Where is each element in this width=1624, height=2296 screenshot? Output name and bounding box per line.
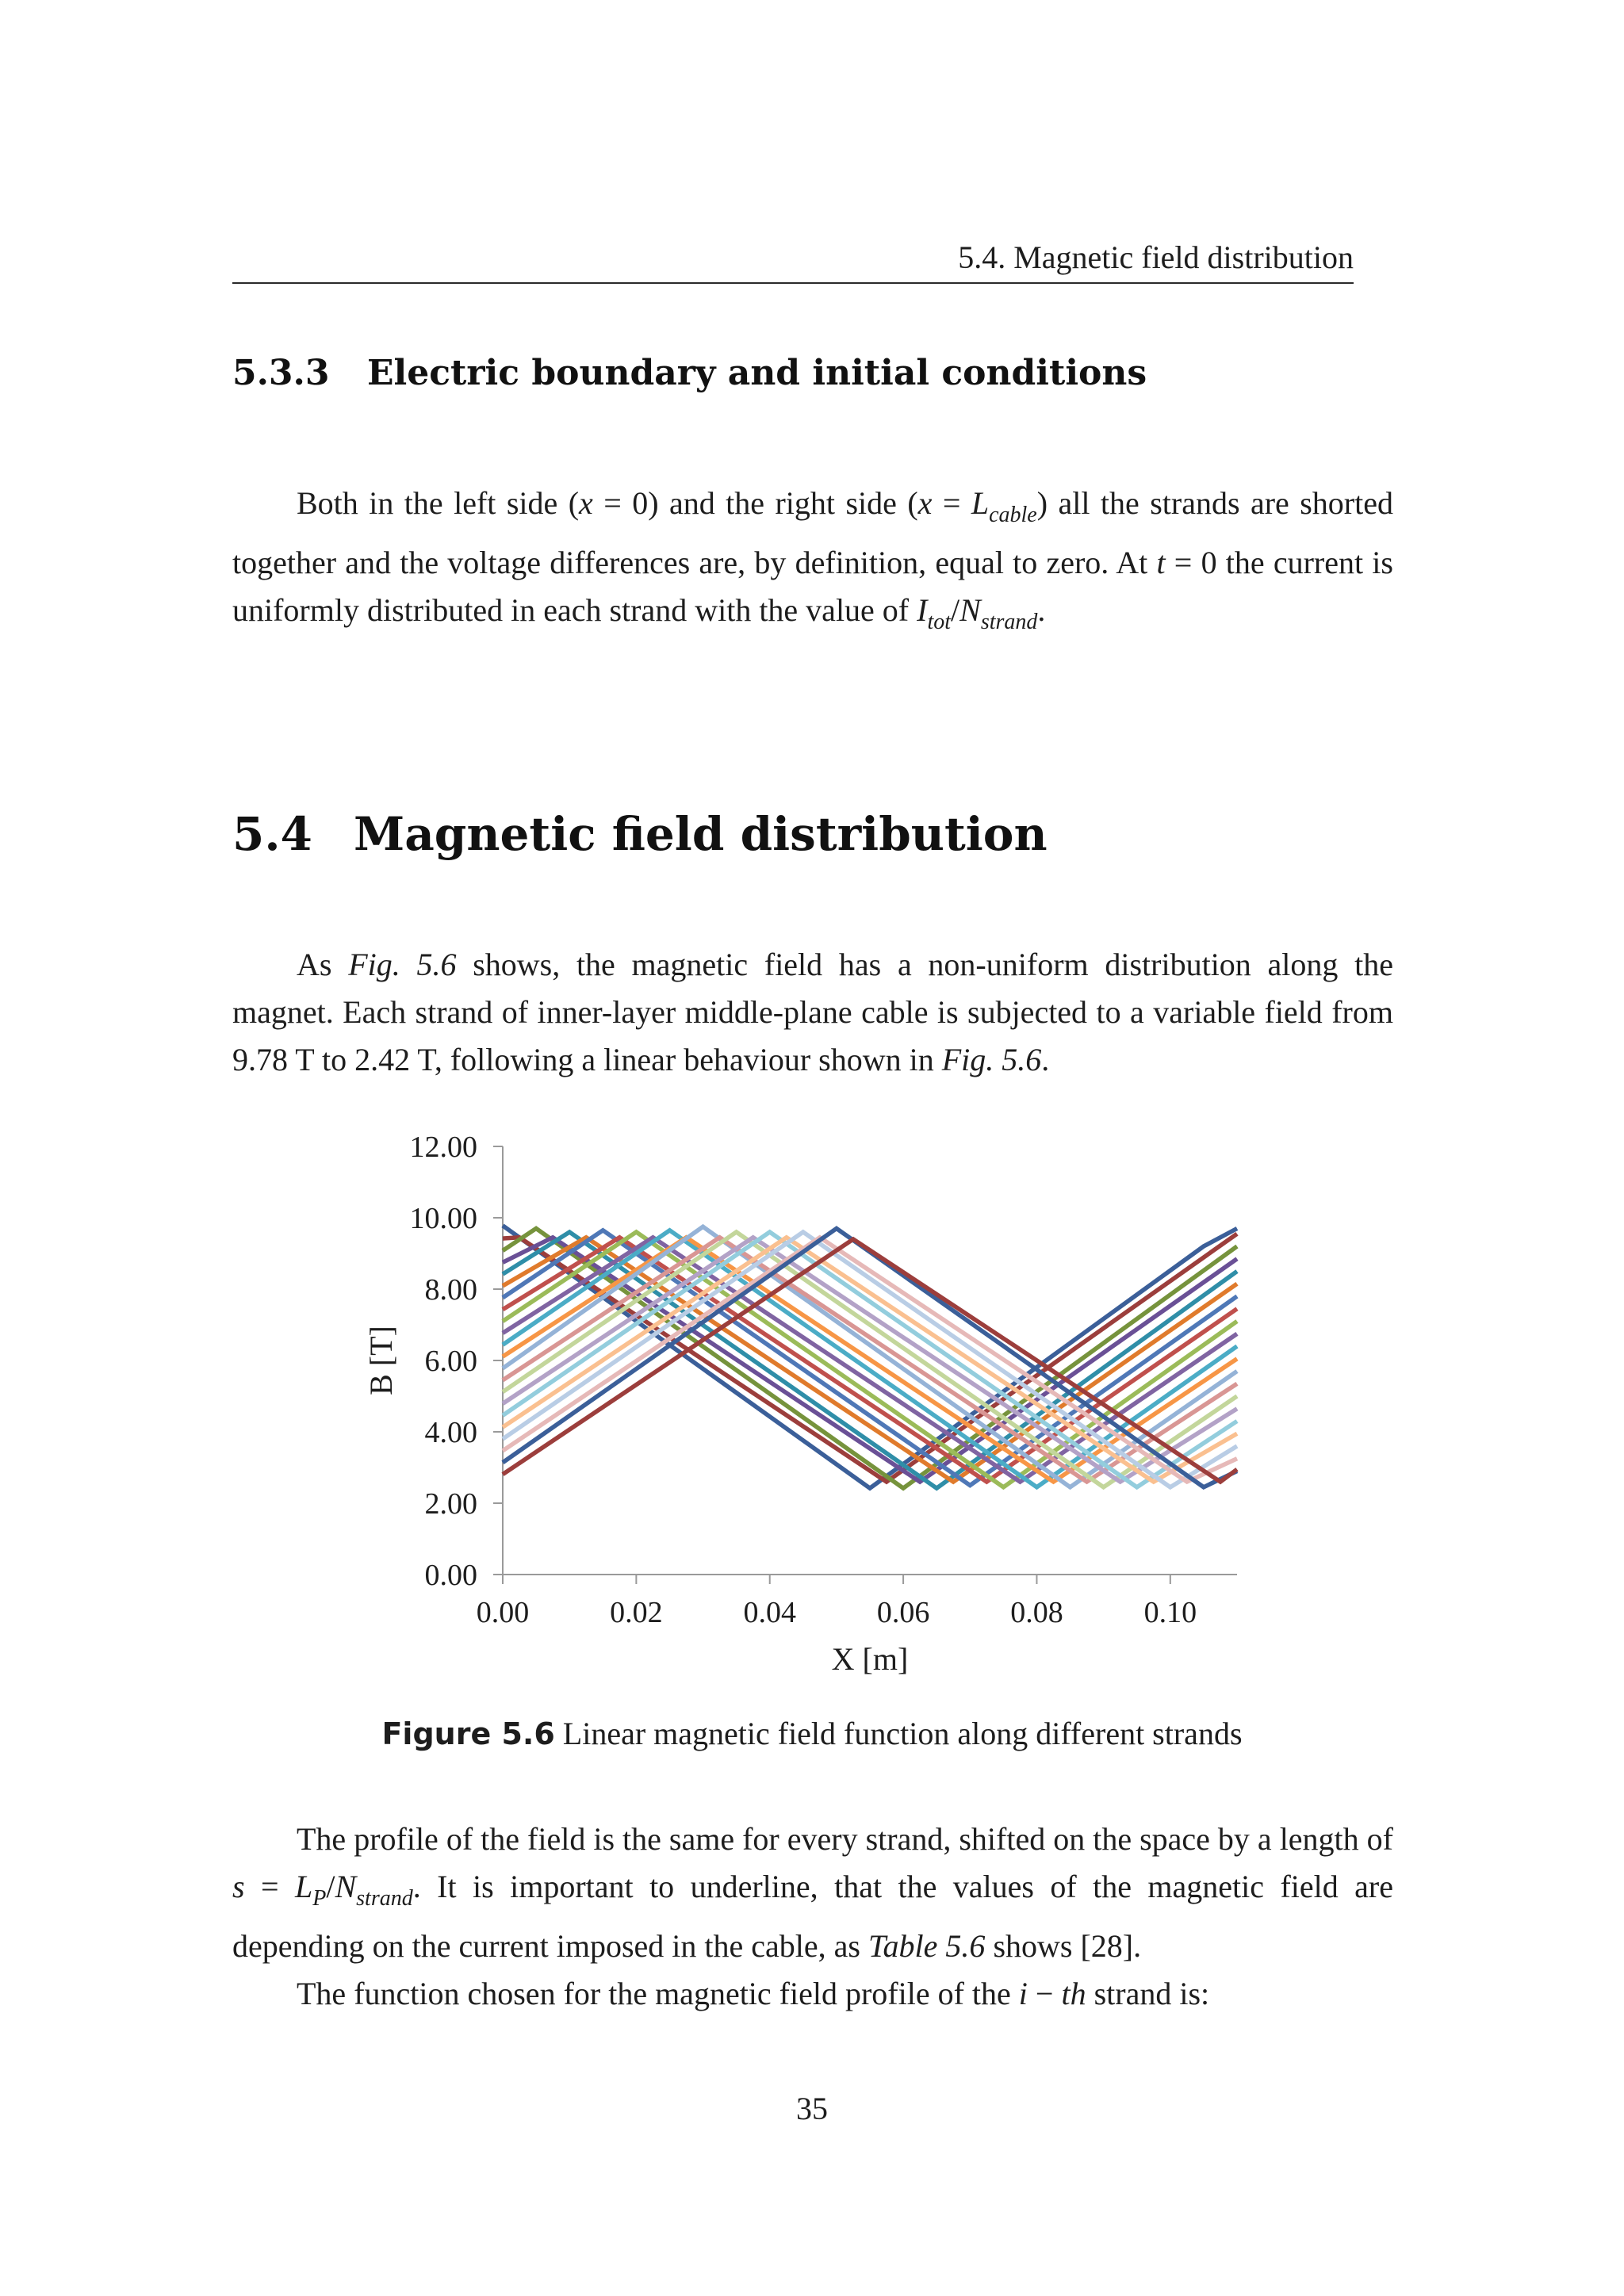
section-number: 5.4 bbox=[232, 807, 312, 861]
paragraph-field-distribution: As Fig. 5.6 shows, the magnetic field has a non-uniform distribution along the magnet. Each strand of inner-layer middle-plane cable is subjected to a variable field from 9.78 T to 2.42 T, following a linear behaviour shown in Fig. 5.6. bbox=[232, 947, 1393, 1077]
x-axis-label: X [m] bbox=[831, 1641, 909, 1677]
page-number: 35 bbox=[796, 2091, 828, 2126]
magnetic-field-chart bbox=[341, 1110, 1277, 1697]
running-head: 5.4. Magnetic field distribution bbox=[958, 239, 1354, 275]
y-tick-label: 10.00 bbox=[409, 1202, 477, 1235]
chart-series-layer bbox=[503, 1226, 1237, 1488]
y-axis-label: B [T] bbox=[363, 1326, 399, 1395]
y-tick-label: 6.00 bbox=[424, 1345, 477, 1378]
x-tick-label: 0.02 bbox=[610, 1596, 663, 1629]
x-tick-label: 0.08 bbox=[1010, 1596, 1063, 1629]
paragraph-profile: The profile of the field is the same for every strand, shifted on the space by a length of $s = L_P/N_{strand}$. It is important to underline, that the values of the magnetic field are depending on the current imposed in the cable, as Table 5.6 shows [28]. The function chosen for the magnetic field profile of the i − th strand is: bbox=[232, 1821, 1393, 2011]
y-tick-label: 12.00 bbox=[409, 1131, 477, 1164]
subsection-number: 5.3.3 bbox=[232, 353, 330, 393]
paragraph-boundary-conditions: Both in the left side (x = 0) and the right side $(x = L_{cable})$ all the strands are shorted together and the voltage differences are, by definition, equal to zero. At t = 0 the current is uniformly distributed in each strand with the value of $I_{tot}/N_{strand}$. bbox=[232, 485, 1393, 634]
section-title: Magnetic field distribution bbox=[354, 807, 1048, 861]
subsection-title: Electric boundary and initial conditions bbox=[367, 353, 1147, 393]
x-tick-label: 0.04 bbox=[743, 1596, 796, 1629]
x-tick-label: 0.00 bbox=[476, 1596, 530, 1629]
figure-reference: Fig. 5.6 bbox=[348, 947, 457, 982]
figure-caption-text: Linear magnetic field function along different strands bbox=[562, 1716, 1243, 1751]
x-tick-label: 0.06 bbox=[876, 1596, 930, 1629]
subsection-heading bbox=[232, 353, 1147, 393]
y-tick-label: 2.00 bbox=[424, 1487, 477, 1521]
y-tick-label: 8.00 bbox=[424, 1273, 477, 1307]
y-tick-label: 4.00 bbox=[424, 1416, 477, 1449]
header-rule bbox=[232, 235, 1354, 284]
section-heading bbox=[232, 807, 1048, 861]
x-tick-label: 0.10 bbox=[1143, 1596, 1197, 1629]
figure-reference: Fig. 5.6 bbox=[941, 1042, 1042, 1077]
table-reference: Table 5.6 bbox=[868, 1928, 986, 1964]
y-tick-label: 0.00 bbox=[424, 1559, 477, 1592]
figure-caption bbox=[0, 1715, 1624, 1752]
figure-label: Figure 5.6 bbox=[381, 1716, 555, 1751]
